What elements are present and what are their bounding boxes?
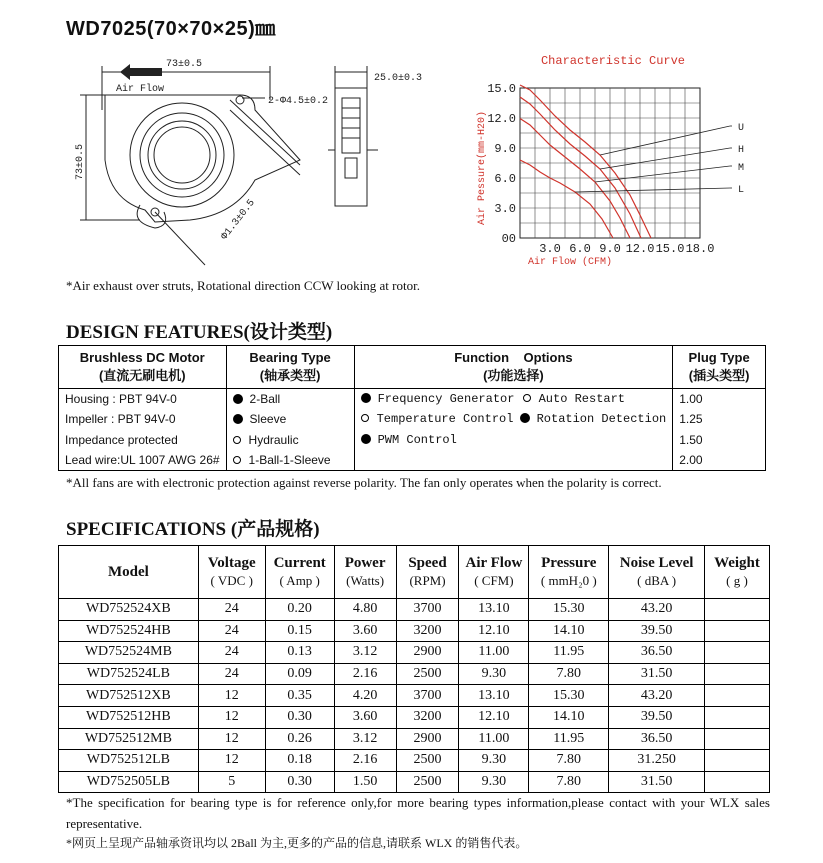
spec-cell: 12 bbox=[198, 750, 265, 772]
bearing-option: 1-Ball-1-Sleeve bbox=[226, 450, 354, 471]
chart-x-tick: 15.0 bbox=[655, 242, 685, 256]
chart-x-tick: 3.0 bbox=[539, 242, 561, 256]
function-option bbox=[354, 450, 673, 471]
spec-cell: 0.26 bbox=[265, 728, 334, 750]
function-header: Function Options (功能选择) bbox=[354, 346, 673, 389]
chart-series-label: M bbox=[738, 163, 745, 174]
table-row bbox=[59, 663, 770, 685]
chart-y-tick: 6.0 bbox=[494, 172, 516, 186]
specifications-table bbox=[58, 545, 770, 793]
spec-cell: 43.20 bbox=[609, 685, 705, 707]
spec-cell: 24 bbox=[198, 642, 265, 664]
chart-x-label: Air Flow (CFM) bbox=[527, 257, 613, 268]
filled-circle-icon bbox=[361, 434, 371, 444]
spec-cell: 15.30 bbox=[529, 599, 609, 621]
spec-cell: 11.95 bbox=[529, 642, 609, 664]
spec-cell: 2500 bbox=[396, 663, 459, 685]
chart-series-leader bbox=[575, 188, 730, 192]
spec-header: Speed (RPM) bbox=[396, 546, 459, 599]
chart-title: Characteristic Curve bbox=[540, 54, 686, 68]
motor-spec: Impedance protected bbox=[59, 430, 227, 451]
spec-cell bbox=[704, 663, 769, 685]
spec-cell: 12 bbox=[198, 685, 265, 707]
depth-dimension: 25.0±0.3 bbox=[374, 73, 423, 84]
spec-cell: 9.30 bbox=[459, 771, 529, 793]
chart-series-label: U bbox=[738, 123, 745, 134]
spec-header: Current ( Amp ) bbox=[265, 546, 334, 599]
spec-header: Weight ( g ) bbox=[704, 546, 769, 599]
spec-cell: 36.50 bbox=[609, 642, 705, 664]
bearing-option: Sleeve bbox=[226, 409, 354, 430]
chart-y-tick: 15.0 bbox=[487, 82, 516, 96]
spec-cell: 12.10 bbox=[459, 706, 529, 728]
spec-cell: 7.80 bbox=[529, 750, 609, 772]
spec-cell: 4.80 bbox=[334, 599, 396, 621]
spec-cell: 3.12 bbox=[334, 728, 396, 750]
bearing-option: 2-Ball bbox=[226, 389, 354, 410]
spec-cell: 3200 bbox=[396, 620, 459, 642]
plug-option: 1.00 bbox=[673, 389, 766, 410]
table-row bbox=[59, 750, 770, 772]
spec-cell bbox=[704, 728, 769, 750]
chart-x-tick: 12.0 bbox=[625, 242, 655, 256]
hole-dimension: 2-Φ4.5±0.2 bbox=[268, 96, 329, 107]
chart-series-label: H bbox=[738, 145, 745, 156]
spec-cell: 7.80 bbox=[529, 663, 609, 685]
spec-cell: 0.09 bbox=[265, 663, 334, 685]
table-row bbox=[59, 728, 770, 750]
chart-series-leader bbox=[600, 126, 730, 155]
spec-cell: 3.60 bbox=[334, 620, 396, 642]
model-cell: WD752524XB bbox=[59, 599, 199, 621]
table-row bbox=[59, 599, 770, 621]
chart-x-tick: 9.0 bbox=[599, 242, 621, 256]
spec-cell bbox=[704, 620, 769, 642]
chart-y-tick: 12.0 bbox=[487, 112, 516, 126]
function-option: Frequency Generator Auto Restart bbox=[354, 389, 673, 410]
spec-header: Noise Level ( dBA ) bbox=[609, 546, 705, 599]
spec-header: Model bbox=[59, 546, 199, 599]
function-option: PWM Control bbox=[354, 430, 673, 451]
spec-cell: 24 bbox=[198, 620, 265, 642]
spec-cell: 2500 bbox=[396, 750, 459, 772]
spec-cell bbox=[704, 599, 769, 621]
spec-cell bbox=[704, 771, 769, 793]
model-cell: WD752512XB bbox=[59, 685, 199, 707]
design-features-title: DESIGN FEATURES(设计类型) bbox=[66, 322, 333, 343]
spec-cell: 36.50 bbox=[609, 728, 705, 750]
chart-series-leader bbox=[600, 148, 730, 169]
bearing-option: Hydraulic bbox=[226, 430, 354, 451]
plug-option: 1.50 bbox=[673, 430, 766, 451]
spec-cell: 11.00 bbox=[459, 728, 529, 750]
plug-header: Plug Type (插头类型) bbox=[673, 346, 766, 389]
note-polarity: *All fans are with electronic protection against reverse polarity. The fan only operates when the polarity is correct. bbox=[66, 475, 662, 490]
chart-series-l bbox=[520, 160, 613, 238]
spec-cell: 14.10 bbox=[529, 706, 609, 728]
bearing-header: Bearing Type (轴承类型) bbox=[226, 346, 354, 389]
model-cell: WD752524LB bbox=[59, 663, 199, 685]
spec-cell: 4.20 bbox=[334, 685, 396, 707]
table-row bbox=[59, 685, 770, 707]
spec-cell: 2.16 bbox=[334, 750, 396, 772]
motor-spec: Lead wire:UL 1007 AWG 26# bbox=[59, 450, 227, 471]
spec-cell: 5 bbox=[198, 771, 265, 793]
model-cell: WD752524HB bbox=[59, 620, 199, 642]
chart-y-tick: 9.0 bbox=[494, 142, 516, 156]
table-row bbox=[59, 620, 770, 642]
model-cell: WD752512MB bbox=[59, 728, 199, 750]
spec-cell: 9.30 bbox=[459, 750, 529, 772]
spec-cell: 2900 bbox=[396, 728, 459, 750]
spec-cell: 12.10 bbox=[459, 620, 529, 642]
open-circle-icon bbox=[361, 414, 369, 422]
spec-cell: 12 bbox=[198, 706, 265, 728]
spec-cell: 2.16 bbox=[334, 663, 396, 685]
spec-cell: 0.30 bbox=[265, 771, 334, 793]
chart-y-tick: 3.0 bbox=[494, 202, 516, 216]
spec-cell: 11.00 bbox=[459, 642, 529, 664]
spec-cell: 12 bbox=[198, 728, 265, 750]
model-cell: WD752524MB bbox=[59, 642, 199, 664]
table-row bbox=[59, 706, 770, 728]
chart-y-label: Air Pessure(mm-H20) bbox=[477, 110, 488, 226]
filled-circle-icon bbox=[520, 413, 530, 423]
table-row bbox=[59, 430, 766, 451]
table-row bbox=[59, 389, 766, 410]
note-chinese: *网页上呈现产品轴承资讯均以 2Ball 为主,更多的产品的信息,请联系 WLX 的销售代表。 bbox=[66, 836, 528, 850]
spec-cell: 13.10 bbox=[459, 599, 529, 621]
spec-cell: 15.30 bbox=[529, 685, 609, 707]
spec-cell: 14.10 bbox=[529, 620, 609, 642]
spec-cell bbox=[704, 685, 769, 707]
filled-circle-icon bbox=[233, 414, 243, 424]
spec-cell: 39.50 bbox=[609, 620, 705, 642]
spec-cell: 31.50 bbox=[609, 663, 705, 685]
table-row bbox=[59, 450, 766, 471]
open-circle-icon bbox=[233, 456, 241, 464]
filled-circle-icon bbox=[361, 393, 371, 403]
spec-cell: 31.50 bbox=[609, 771, 705, 793]
motor-spec: Housing : PBT 94V-0 bbox=[59, 389, 227, 410]
open-circle-icon bbox=[233, 436, 241, 444]
spec-cell: 0.13 bbox=[265, 642, 334, 664]
spec-header: Voltage ( VDC ) bbox=[198, 546, 265, 599]
note-bearing-reference: *The specification for bearing type is for reference only,for more bearing types information,please contact with your WLX sales representative. bbox=[66, 795, 770, 831]
function-option: Temperature Control Rotation Detection bbox=[354, 409, 673, 430]
chart-series-label: L bbox=[738, 185, 745, 196]
diagonal-dimension: Φ1.3±0.5 bbox=[219, 197, 258, 243]
spec-cell: 0.20 bbox=[265, 599, 334, 621]
chart-x-tick: 18.0 bbox=[685, 242, 715, 256]
plug-option: 2.00 bbox=[673, 450, 766, 471]
spec-cell: 0.18 bbox=[265, 750, 334, 772]
spec-cell bbox=[704, 750, 769, 772]
spec-cell: 3.60 bbox=[334, 706, 396, 728]
spec-cell: 3.12 bbox=[334, 642, 396, 664]
model-cell: WD752512LB bbox=[59, 750, 199, 772]
spec-header: Air Flow ( CFM) bbox=[459, 546, 529, 599]
spec-cell: 3700 bbox=[396, 685, 459, 707]
model-cell: WD752505LB bbox=[59, 771, 199, 793]
spec-cell: 39.50 bbox=[609, 706, 705, 728]
chart-series-u bbox=[520, 85, 651, 238]
filled-circle-icon bbox=[233, 394, 243, 404]
spec-cell: 2500 bbox=[396, 771, 459, 793]
table-row bbox=[59, 642, 770, 664]
motor-spec: Impeller : PBT 94V-0 bbox=[59, 409, 227, 430]
plug-option: 1.25 bbox=[673, 409, 766, 430]
spec-cell: 24 bbox=[198, 663, 265, 685]
spec-cell: 3200 bbox=[396, 706, 459, 728]
spec-cell bbox=[704, 642, 769, 664]
spec-cell: 1.50 bbox=[334, 771, 396, 793]
spec-header: Power (Watts) bbox=[334, 546, 396, 599]
height-dimension: 73±0.5 bbox=[75, 143, 86, 180]
table-row bbox=[59, 409, 766, 430]
characteristic-curve-chart bbox=[470, 48, 770, 273]
spec-cell: 7.80 bbox=[529, 771, 609, 793]
spec-cell: 13.10 bbox=[459, 685, 529, 707]
spec-cell: 24 bbox=[198, 599, 265, 621]
design-features-table bbox=[58, 345, 766, 471]
spec-cell: 0.15 bbox=[265, 620, 334, 642]
chart-y-tick: 00 bbox=[501, 232, 516, 246]
chart-x-tick: 6.0 bbox=[569, 242, 591, 256]
spec-cell: 3700 bbox=[396, 599, 459, 621]
spec-cell: 2900 bbox=[396, 642, 459, 664]
spec-cell: 9.30 bbox=[459, 663, 529, 685]
air-flow-label: Air Flow bbox=[116, 84, 165, 95]
spec-cell: 11.95 bbox=[529, 728, 609, 750]
note-air-exhaust: *Air exhaust over struts, Rotational direction CCW looking at rotor. bbox=[66, 278, 420, 293]
motor-header: Brushless DC Motor (直流无刷电机) bbox=[59, 346, 227, 389]
table-row bbox=[59, 771, 770, 793]
spec-cell: 31.250 bbox=[609, 750, 705, 772]
spec-header: Pressure ( mmH₂0 ) bbox=[529, 546, 609, 599]
spec-cell: 0.30 bbox=[265, 706, 334, 728]
width-dimension: 73±0.5 bbox=[166, 59, 203, 70]
specifications-title: SPECIFICATIONS (产品规格) bbox=[66, 519, 320, 540]
fan-dimension-drawing bbox=[60, 50, 430, 280]
spec-cell bbox=[704, 706, 769, 728]
open-circle-icon bbox=[523, 394, 531, 402]
model-cell: WD752512HB bbox=[59, 706, 199, 728]
spec-cell: 0.35 bbox=[265, 685, 334, 707]
page-title: WD7025(70×70×25)㎜ bbox=[66, 18, 276, 40]
spec-cell: 43.20 bbox=[609, 599, 705, 621]
